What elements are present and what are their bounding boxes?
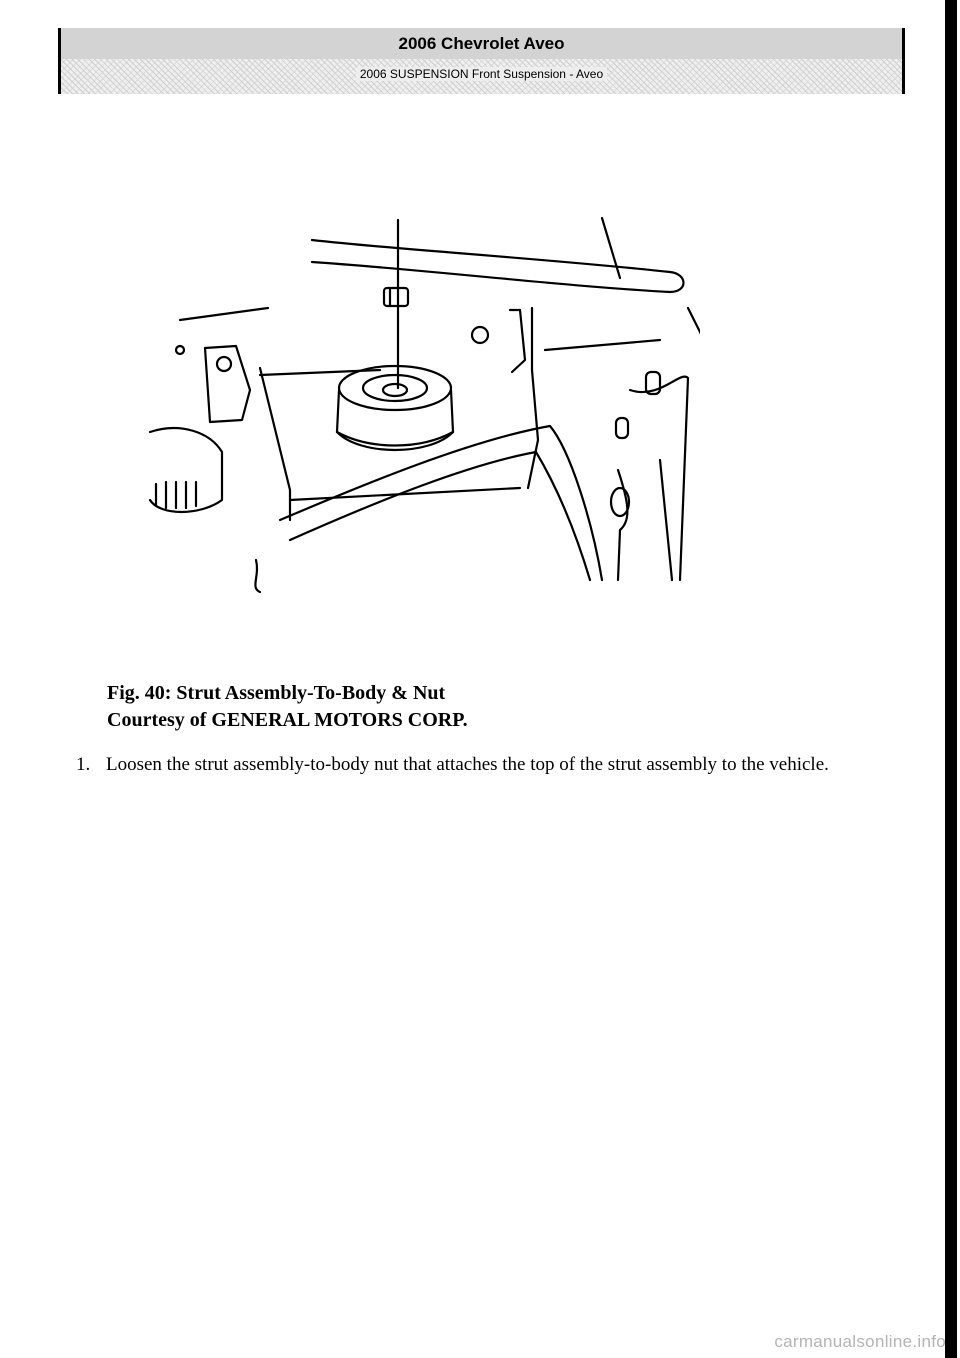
hose-line-upper bbox=[280, 426, 602, 580]
mount-body bbox=[337, 390, 453, 450]
step-text: Loosen the strut assembly-to-body nut that attaches the top of the strut assembly to the vehicle. bbox=[106, 754, 829, 775]
left-bolt bbox=[217, 357, 231, 371]
right-lower-line bbox=[660, 460, 672, 580]
mount-inner bbox=[363, 375, 427, 401]
step-number: 1. bbox=[76, 754, 91, 775]
clip-lower bbox=[616, 418, 628, 438]
cowl-line-1 bbox=[602, 218, 620, 278]
cowl-line-3 bbox=[688, 308, 700, 360]
left-marker bbox=[176, 346, 184, 354]
tower-left-wall bbox=[260, 368, 290, 520]
figure-caption-courtesy: Courtesy of GENERAL MOTORS CORP. bbox=[107, 709, 468, 731]
procedure-step bbox=[76, 752, 896, 778]
header-subtitle-bar bbox=[61, 59, 902, 94]
figure-caption bbox=[107, 680, 468, 734]
tower-base bbox=[290, 488, 520, 500]
mount-core bbox=[383, 384, 407, 396]
page-header bbox=[58, 28, 905, 94]
panel-line-left bbox=[180, 308, 268, 320]
bracket-right bbox=[510, 310, 525, 372]
panel-line-right bbox=[545, 340, 660, 350]
right-panel-inner bbox=[618, 470, 627, 580]
strut-nut bbox=[384, 288, 408, 306]
right-panel bbox=[630, 377, 688, 580]
reservoir-ribs bbox=[156, 482, 196, 508]
hose-line-lower bbox=[290, 452, 590, 580]
bracket-hole bbox=[472, 327, 488, 343]
page-edge-rule bbox=[945, 0, 957, 1358]
header-subtitle: 2006 SUSPENSION Front Suspension - Aveo bbox=[356, 67, 607, 81]
fender-end-cap bbox=[670, 272, 684, 292]
header-title: 2006 Chevrolet Aveo bbox=[61, 28, 902, 59]
figure-caption-title: Fig. 40: Strut Assembly-To-Body & Nut bbox=[107, 682, 446, 704]
hose-end-left bbox=[255, 560, 260, 592]
watermark-text: carmanualsonline.info bbox=[774, 1332, 946, 1351]
strut-assembly-illustration bbox=[140, 200, 700, 610]
tower-right-wall bbox=[528, 308, 538, 488]
mount-top bbox=[339, 366, 451, 410]
